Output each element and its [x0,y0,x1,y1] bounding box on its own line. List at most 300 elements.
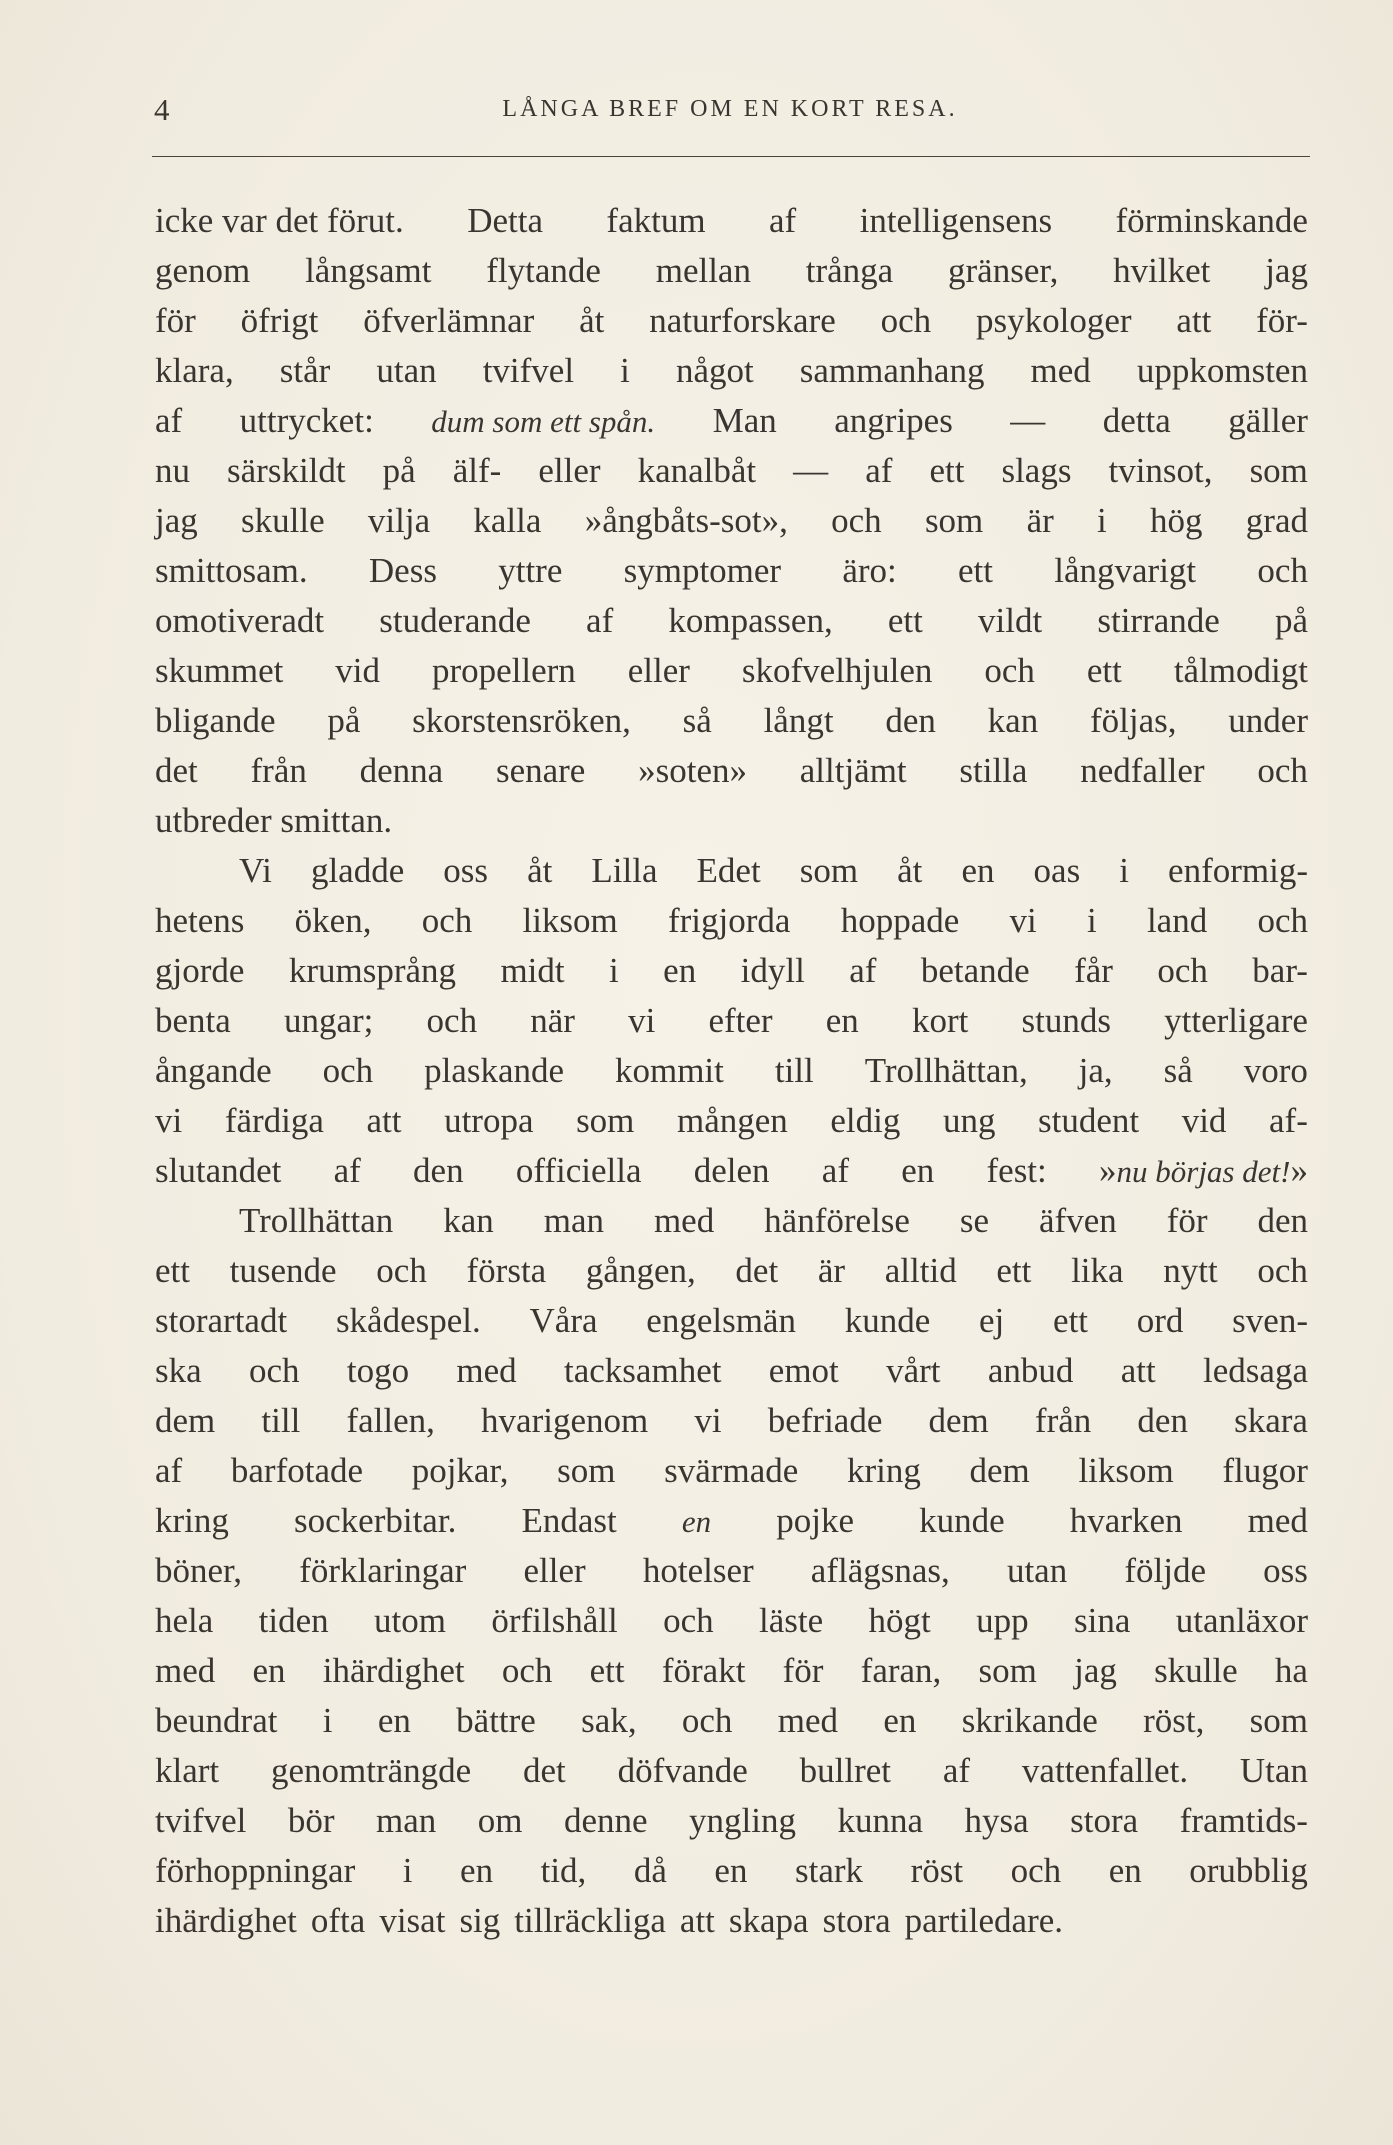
word: förklaringar [299,1551,467,1590]
word: af [942,1751,971,1790]
word: — [793,451,829,490]
word: plaskande [424,1051,565,1090]
word: efter [708,1001,773,1040]
word: sockerbitar. [294,1501,457,1540]
word: i [1086,901,1097,940]
word: Detta [467,201,543,240]
word: gången, [585,1251,696,1290]
word: hela [155,1601,214,1640]
word: som [1249,1701,1308,1740]
text-line [155,1496,1308,1546]
word: sak, [581,1701,637,1740]
word: till [774,1051,814,1090]
word: symptomer [623,551,782,590]
word: land [1146,901,1208,940]
word: örfilshåll [491,1601,618,1640]
word: svärmade [664,1451,799,1490]
word: omotiveradt [155,601,325,640]
word: åt [897,851,923,890]
word: ej [979,1301,1005,1340]
word: en [681,1504,712,1539]
text-line [155,996,1308,1046]
word: barfotade [230,1451,364,1490]
word: i [402,1851,413,1890]
word: krumsprång [288,951,457,990]
word: för [782,1651,824,1690]
word: framtids- [1179,1801,1308,1840]
word: liksom [1078,1451,1174,1490]
word: Våra [529,1301,598,1340]
word: pojkar, [411,1451,509,1490]
word: tiden [258,1601,329,1640]
word: i [1119,851,1129,890]
text-line [155,1046,1308,1096]
word: och [1157,951,1208,990]
word: kommit [614,1051,724,1090]
text-line [155,496,1308,546]
word: röst [910,1851,964,1890]
word: ett [887,601,923,640]
word: är [817,1251,846,1290]
text-line [155,246,1308,296]
word: och [1257,901,1308,940]
word: med [653,1201,715,1240]
word: hög [1150,501,1203,540]
word: utropa [444,1101,534,1140]
text-line [155,946,1308,996]
word: delen [693,1151,770,1190]
word: »ångbåts-sot», [584,501,788,540]
word: vi [628,1001,656,1040]
word: en [377,1701,411,1740]
word: hvilket [1113,251,1211,290]
word: läste [759,1601,824,1640]
word: att [1120,1351,1156,1390]
word: grad [1245,501,1308,540]
word: och [376,1251,427,1290]
word: genom [155,251,251,290]
word: en [460,1851,494,1890]
word: ihärdighet [155,1901,297,1940]
word: Vi [239,851,272,890]
word: bligande [155,701,276,740]
word: följas, [1090,701,1177,740]
running-title: LÅNGA BREF OM EN KORT RESA. [502,96,958,122]
word: kan [443,1201,494,1240]
word: öken, [294,901,372,940]
word: oas [1033,851,1081,890]
text-line [155,1696,1308,1746]
word: en [961,851,995,890]
word: äfven [1039,1201,1117,1240]
word: ett [155,1251,190,1290]
word: vi [155,1101,183,1140]
word: stora [1070,1801,1139,1840]
word: anbud [987,1351,1074,1390]
word: för [155,301,196,340]
word: uppkomsten [1136,351,1308,390]
word: ja, [1078,1051,1113,1090]
word: vildt [978,601,1043,640]
word: en [901,1151,935,1190]
word: med [777,1701,839,1740]
word: kanalbåt [637,451,757,490]
word: skara [1234,1401,1308,1440]
word: Trollhättan, [864,1051,1028,1090]
word: och [426,1001,478,1040]
word: ung [942,1101,996,1140]
word: af [155,401,183,440]
word: på [327,701,361,740]
word: benta [155,1001,231,1040]
word: bör [287,1801,335,1840]
word: tvifvel [155,1801,247,1840]
text-line [155,1796,1308,1846]
word: engelsmän [646,1301,796,1340]
word: nytt [1163,1251,1218,1290]
word: af [333,1151,361,1190]
word: ytterligare [1164,1001,1308,1040]
text-line [155,1646,1308,1696]
word: fest: [986,1151,1047,1190]
word: på [1274,601,1308,640]
word: hoppade [840,901,960,940]
word: yngling [689,1801,796,1840]
body-text [155,196,1308,1946]
word: oss [443,851,489,890]
word: ångande [155,1051,272,1090]
text-line [155,1746,1308,1796]
word: flytande [486,251,601,290]
word: öfrigt [240,301,319,340]
word: af [768,201,797,240]
word: eldig [830,1101,901,1140]
word: — [1010,401,1046,440]
word: dem [928,1401,989,1440]
text-line [155,1196,1308,1246]
word: det [155,751,198,790]
word: senare [495,751,586,790]
word: att [366,1101,402,1140]
word: skulle [1154,1651,1238,1690]
word: »nu börjas det!» [1099,1151,1308,1190]
word: dum som ett spån. [431,404,656,439]
text-line [155,1146,1308,1196]
word: i [609,951,619,990]
word: frigjorda [668,901,791,940]
word: ett [996,1251,1032,1290]
word: då [633,1851,667,1890]
word: befriade [767,1401,883,1440]
word: den [1257,1201,1308,1240]
word: som [978,1651,1037,1690]
word: ord [1136,1301,1184,1340]
word: kort [911,1001,969,1040]
word: tillräckliga [514,1901,666,1940]
word: kompassen, [668,601,833,640]
word: sammanhang [799,351,985,390]
word: Edet [696,851,761,890]
word: slutandet [155,1151,282,1190]
word: är [1026,501,1054,540]
word: af [821,1151,849,1190]
word: står [279,351,331,390]
word: gränser, [948,251,1059,290]
word: Utan [1239,1751,1308,1790]
word: hvarken [1069,1501,1183,1540]
word: lika [1071,1251,1124,1290]
word: skådespel. [335,1301,481,1340]
word: tacksamhet [564,1351,722,1390]
word: aflägsnas, [810,1551,950,1590]
word: bättre [456,1701,536,1740]
word: ha [1274,1651,1308,1690]
word: man [543,1201,604,1240]
word: Trollhättan [239,1201,394,1240]
word: från [1034,1401,1092,1440]
word: man [376,1801,437,1840]
word: kunna [837,1801,924,1840]
word: Dess [368,551,437,590]
word: det [523,1751,566,1790]
word: förminskande [1115,201,1308,240]
word: färdiga [224,1101,324,1140]
text-line [155,346,1308,396]
word: en [663,951,697,990]
word: voro [1243,1051,1308,1090]
word: från [250,751,307,790]
text-line [155,1596,1308,1646]
text-line [155,696,1308,746]
word: långvarigt [1054,551,1197,590]
text-line [155,846,1308,896]
word: och [663,1601,714,1640]
word: äro: [842,551,897,590]
text-line [155,546,1308,596]
word: röst, [1143,1701,1205,1740]
word: som [576,1101,635,1140]
word: utan [376,351,437,390]
word: vattenfallet. [1021,1751,1189,1790]
word: första [466,1251,547,1290]
word: utan [1006,1551,1068,1590]
word: som [1249,451,1308,490]
word: »soten» [638,751,747,790]
word: genomträngde [270,1751,472,1790]
word: skulle [241,501,325,540]
word: som [924,501,984,540]
word: stilla [959,751,1028,790]
word: nu [155,451,190,490]
word: när [530,1001,575,1040]
word: jag [155,501,198,540]
word: af [865,451,893,490]
word: mellan [655,251,751,290]
word: dem [155,1401,216,1440]
word: gjorde [155,951,245,990]
word: denne [563,1801,648,1840]
word: så [682,701,712,740]
word: angripes [834,401,953,440]
word: stark [795,1851,864,1890]
word: långsamt [305,251,432,290]
word: icke var det förut. [155,201,404,240]
word: alltid [884,1251,957,1290]
word: liksom [522,901,618,940]
word: naturforskare [649,301,836,340]
text-line [155,1546,1308,1596]
word: vi [694,1401,722,1440]
word: Lilla [591,851,658,890]
word: tålmodigt [1173,651,1308,690]
word: förakt [661,1651,746,1690]
word: åt [527,851,553,890]
word: eller [523,1551,586,1590]
word: kunde [844,1301,931,1340]
word: bar- [1252,951,1308,990]
word: intelligensens [859,201,1053,240]
word: hvarigenom [481,1401,649,1440]
word: i [620,351,630,390]
word: detta [1102,401,1171,440]
word: om [477,1801,523,1840]
word: hänförelse [764,1201,910,1240]
word: åt [579,301,605,340]
word: böner, [155,1551,243,1590]
word: som [557,1451,616,1490]
word: Man [712,401,777,440]
text-line [155,746,1308,796]
word: att [679,1901,715,1940]
word: ett [958,551,993,590]
word: under [1228,701,1308,740]
word: en [1108,1851,1142,1890]
word: för [1166,1201,1208,1240]
word: får [1074,951,1113,990]
text-line [155,1296,1308,1346]
word: en [825,1001,859,1040]
word: något [675,351,754,390]
word: upp [976,1601,1029,1640]
word: kan [987,701,1039,740]
word: bullret [799,1751,892,1790]
word: emot [768,1351,839,1390]
word: och [880,301,932,340]
word: en [883,1701,917,1740]
word: och [501,1651,553,1690]
text-line [155,1846,1308,1896]
word: visat [379,1901,446,1940]
word: skapa [728,1901,809,1940]
page-number: 4 [154,92,171,127]
word: i [322,1701,333,1740]
word: af [586,601,614,640]
text-line [155,1246,1308,1296]
word: kunde [919,1501,1005,1540]
word: utom [374,1601,446,1640]
word: trånga [805,251,894,290]
word: betande [920,951,1030,990]
word: mången [677,1101,788,1140]
word: partiledare. [904,1901,1064,1940]
word: vid [1181,1101,1227,1140]
text-line [155,396,1308,446]
word: och [1257,551,1308,590]
word: ett [1053,1301,1089,1340]
text-line [155,446,1308,496]
word: som [799,851,859,890]
word: gladde [310,851,405,890]
word: yttre [498,551,563,590]
word: student [1038,1101,1140,1140]
word: af [155,1451,183,1490]
word: och [984,651,1035,690]
header-rule [152,156,1310,157]
word: Endast [521,1501,617,1540]
word: ungar; [283,1001,374,1040]
word: skrikande [961,1701,1098,1740]
word: sven- [1232,1301,1308,1340]
word: vårt [886,1351,941,1390]
word: och [831,501,882,540]
word: förhoppningar [155,1851,356,1890]
word: dem [969,1451,1030,1490]
word: en [252,1651,286,1690]
word: vid [335,651,381,690]
word: och [681,1701,733,1740]
word: döfvande [617,1751,748,1790]
word: och [1010,1851,1062,1890]
word: psykologer [975,301,1132,340]
word: slags [1001,451,1072,490]
word: faran, [860,1651,942,1690]
word: studerande [379,601,531,640]
word: ett [929,451,965,490]
text-line [155,596,1308,646]
text-line [155,196,1308,246]
word: uttrycket: [239,401,374,440]
word: idyll [740,951,805,990]
word: skorstensröken, [412,701,631,740]
word: hotelser [642,1551,754,1590]
word: vi [1009,901,1037,940]
word: kring [846,1451,921,1490]
word: vilja [367,501,431,540]
word: pojke [776,1501,854,1540]
word: smittosam. [155,551,308,590]
word: togo [346,1351,410,1390]
word: den [413,1151,464,1190]
word: den [1137,1401,1188,1440]
word: af- [1269,1101,1308,1140]
word: tvifvel [482,351,575,390]
word: jag [1074,1651,1117,1690]
word: på [382,451,416,490]
word: öfverlämnar [363,301,535,340]
word: tusende [229,1251,337,1290]
word: det [735,1251,779,1290]
word: följde [1124,1551,1206,1590]
word: så [1163,1051,1193,1090]
word: en [714,1851,748,1890]
word: denna [359,751,444,790]
word: och [1257,1251,1308,1290]
word: af [849,951,877,990]
word: ska [155,1351,202,1390]
word: hysa [964,1801,1029,1840]
word: alltjämt [799,751,907,790]
word: sig [459,1901,501,1940]
